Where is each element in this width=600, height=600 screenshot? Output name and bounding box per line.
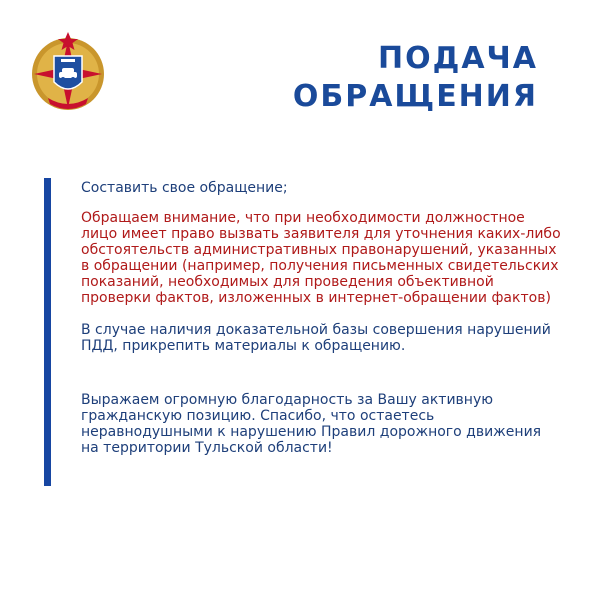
page-title [293,40,538,116]
title-line-1: ПОДАЧА [377,41,538,76]
paragraph-compose: Составить свое обращение; [81,180,288,196]
paragraph-notice: Обращаем внимание, что при необходимости должностное лицо имеет право вызвать заявителя для уточнения каких-либо обстоятельств административных правонарушений, указанных в обращении (например, получения письменных свидетельских показаний, необходимых для проведения объективной проверки фактов, изложенных в интернет-обращении фактов) [81,210,561,306]
title-line-2: ОБРАЩЕНИЯ [292,79,538,114]
traffic-police-emblem-icon [28,28,108,114]
paragraph-gratitude: Выражаем огромную благодарность за Вашу активную гражданскую позицию. Спасибо, что остаетесь неравнодушными к нарушению Правил дорожного движения на территории Тульской области! [81,392,542,456]
content-block [81,180,561,456]
paragraph-evidence: В случае наличия доказательной базы совершения нарушений ПДД, прикрепить материалы к обращению. [81,322,551,354]
accent-bar [44,178,51,486]
